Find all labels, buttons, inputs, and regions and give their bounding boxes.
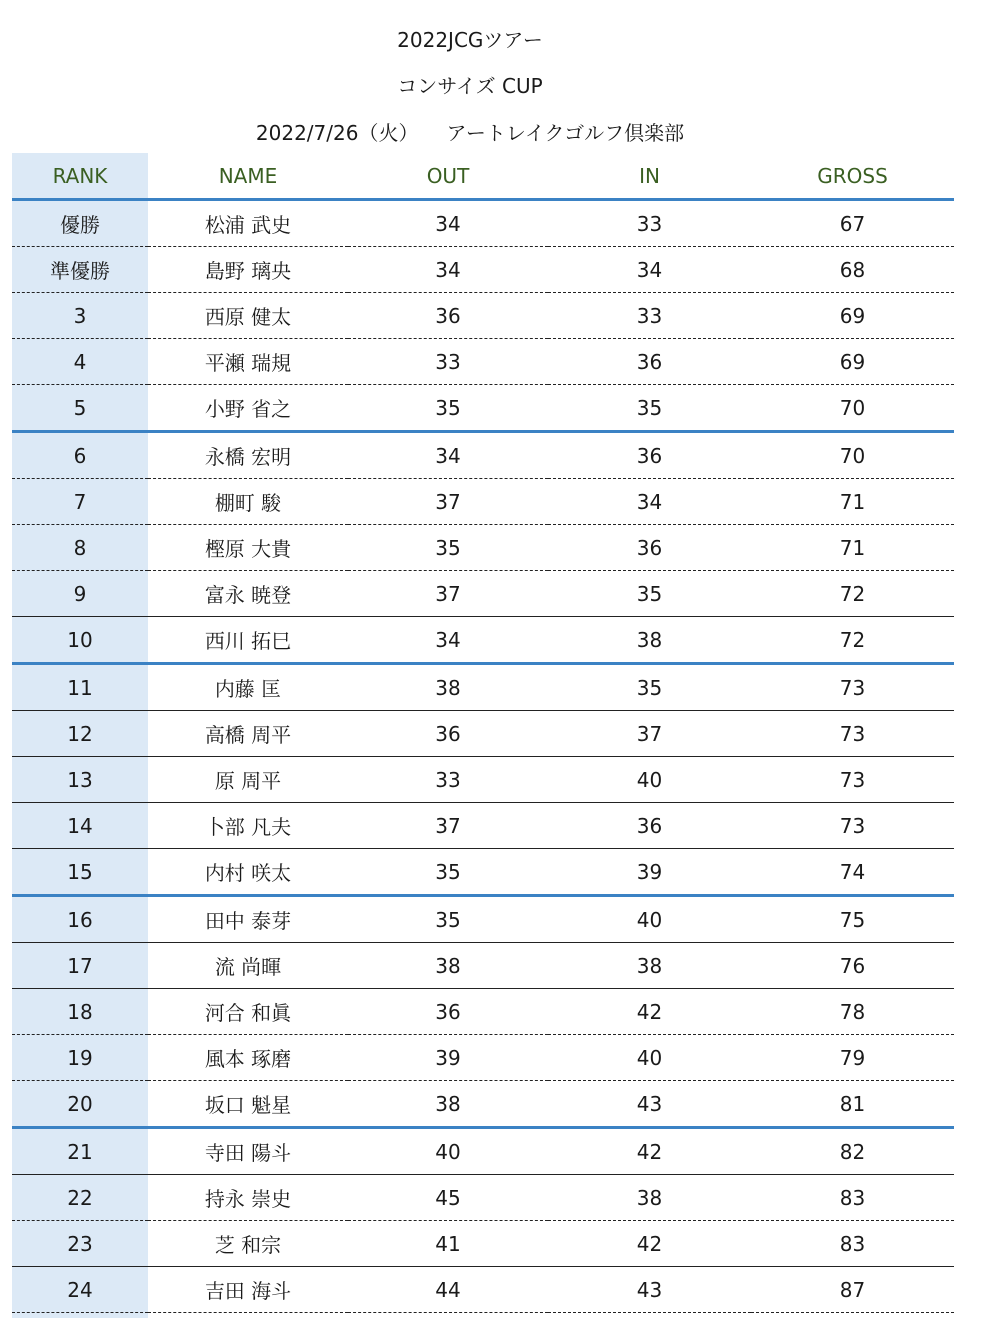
out-score-cell: 44 bbox=[348, 1267, 548, 1313]
in-score-cell: 38 bbox=[548, 617, 751, 664]
rank-cell: 15 bbox=[12, 849, 148, 896]
out-score-cell: 35 bbox=[348, 896, 548, 943]
player-name-cell: 平瀬 瑞規 bbox=[148, 339, 348, 385]
player-name-cell: 西川 拓巳 bbox=[148, 617, 348, 664]
gross-score-cell: 83 bbox=[751, 1175, 954, 1221]
player-name-cell: 風本 琢磨 bbox=[148, 1035, 348, 1081]
table-row bbox=[12, 943, 954, 989]
player-name-cell: 島野 璃央 bbox=[148, 247, 348, 293]
gross-score-cell: 81 bbox=[751, 1081, 954, 1128]
player-name-cell: 高橋 周平 bbox=[148, 711, 348, 757]
event-date: 2022/7/26（火） bbox=[255, 121, 419, 145]
table-row bbox=[12, 1035, 954, 1081]
gross-score-cell: 70 bbox=[751, 385, 954, 432]
table-row bbox=[12, 989, 954, 1035]
rank-cell: 9 bbox=[12, 571, 148, 617]
rank-cell: 優勝 bbox=[12, 200, 148, 247]
table-row bbox=[12, 247, 954, 293]
player-name-cell: 原 周平 bbox=[148, 757, 348, 803]
header-rank: RANK bbox=[12, 153, 148, 200]
table-header-row bbox=[12, 153, 954, 200]
in-score-cell: 35 bbox=[548, 664, 751, 711]
gross-score-cell: 70 bbox=[751, 432, 954, 479]
rank-cell: 8 bbox=[12, 525, 148, 571]
table-row bbox=[12, 293, 954, 339]
rank-cell: 23 bbox=[12, 1221, 148, 1267]
table-row bbox=[12, 1081, 954, 1128]
in-score-cell: 36 bbox=[548, 432, 751, 479]
in-score-cell: 33 bbox=[548, 293, 751, 339]
out-score-cell: 33 bbox=[348, 339, 548, 385]
gross-score-cell: 69 bbox=[751, 339, 954, 385]
table-row bbox=[12, 664, 954, 711]
player-name-cell: 河合 和眞 bbox=[148, 989, 348, 1035]
gross-score-cell: 82 bbox=[751, 1128, 954, 1175]
rank-cell: 21 bbox=[12, 1128, 148, 1175]
in-score-cell: 34 bbox=[548, 479, 751, 525]
table-row bbox=[12, 896, 954, 943]
table-row bbox=[12, 525, 954, 571]
in-score-cell: 35 bbox=[548, 571, 751, 617]
in-score-cell: 42 bbox=[548, 989, 751, 1035]
table-row bbox=[12, 1128, 954, 1175]
in-score-cell: 37 bbox=[548, 711, 751, 757]
player-name-cell: 芝 和宗 bbox=[148, 1221, 348, 1267]
gross-score-cell: 67 bbox=[751, 200, 954, 247]
rank-cell: 13 bbox=[12, 757, 148, 803]
gross-score-cell: 75 bbox=[751, 896, 954, 943]
player-name-cell: 樫原 大貴 bbox=[148, 525, 348, 571]
results-table bbox=[12, 153, 954, 1313]
player-name-cell: 西原 健太 bbox=[148, 293, 348, 339]
gross-score-cell: 71 bbox=[751, 525, 954, 571]
in-score-cell: 36 bbox=[548, 525, 751, 571]
gross-score-cell: 74 bbox=[751, 849, 954, 896]
gross-score-cell: 73 bbox=[751, 803, 954, 849]
rank-cell: 17 bbox=[12, 943, 148, 989]
in-score-cell: 40 bbox=[548, 1035, 751, 1081]
rank-cell: 7 bbox=[12, 479, 148, 525]
tour-title: 2022JCGツアー bbox=[397, 28, 543, 52]
gross-score-cell: 68 bbox=[751, 247, 954, 293]
player-name-cell: 坂口 魁星 bbox=[148, 1081, 348, 1128]
header-in: IN bbox=[548, 153, 751, 200]
table-row bbox=[12, 571, 954, 617]
table-row bbox=[12, 479, 954, 525]
player-name-cell: 吉田 海斗 bbox=[148, 1267, 348, 1313]
header-name: NAME bbox=[148, 153, 348, 200]
table-row bbox=[12, 1221, 954, 1267]
header-out: OUT bbox=[348, 153, 548, 200]
out-score-cell: 34 bbox=[348, 432, 548, 479]
gross-score-cell: 72 bbox=[751, 617, 954, 664]
out-score-cell: 45 bbox=[348, 1175, 548, 1221]
rank-cell: 6 bbox=[12, 432, 148, 479]
player-name-cell: 寺田 陽斗 bbox=[148, 1128, 348, 1175]
rank-cell: 18 bbox=[12, 989, 148, 1035]
rank-cell: 14 bbox=[12, 803, 148, 849]
rank-cell: 10 bbox=[12, 617, 148, 664]
gross-score-cell: 72 bbox=[751, 571, 954, 617]
table-row bbox=[12, 757, 954, 803]
gross-score-cell: 71 bbox=[751, 479, 954, 525]
date-venue-line bbox=[0, 117, 940, 146]
gross-score-cell: 73 bbox=[751, 757, 954, 803]
gross-score-cell: 76 bbox=[751, 943, 954, 989]
player-name-cell: 内藤 匡 bbox=[148, 664, 348, 711]
in-score-cell: 43 bbox=[548, 1081, 751, 1128]
player-name-cell: 流 尚暉 bbox=[148, 943, 348, 989]
table-row bbox=[12, 617, 954, 664]
in-score-cell: 36 bbox=[548, 803, 751, 849]
out-score-cell: 38 bbox=[348, 664, 548, 711]
rank-cell: 準優勝 bbox=[12, 247, 148, 293]
in-score-cell: 38 bbox=[548, 1175, 751, 1221]
player-name-cell: 田中 泰芽 bbox=[148, 896, 348, 943]
rank-cell: 5 bbox=[12, 385, 148, 432]
out-score-cell: 33 bbox=[348, 757, 548, 803]
out-score-cell: 34 bbox=[348, 617, 548, 664]
header-gross: GROSS bbox=[751, 153, 954, 200]
table-row bbox=[12, 385, 954, 432]
player-name-cell: 松浦 武史 bbox=[148, 200, 348, 247]
gross-score-cell: 73 bbox=[751, 711, 954, 757]
table-row bbox=[12, 1267, 954, 1313]
rank-cell: 16 bbox=[12, 896, 148, 943]
in-score-cell: 40 bbox=[548, 757, 751, 803]
rank-cell: 4 bbox=[12, 339, 148, 385]
out-score-cell: 34 bbox=[348, 247, 548, 293]
rank-cell: 3 bbox=[12, 293, 148, 339]
out-score-cell: 39 bbox=[348, 1035, 548, 1081]
out-score-cell: 36 bbox=[348, 989, 548, 1035]
table-row bbox=[12, 803, 954, 849]
venue-name: アートレイクゴルフ倶楽部 bbox=[446, 121, 685, 145]
in-score-cell: 35 bbox=[548, 385, 751, 432]
rank-cell: 22 bbox=[12, 1175, 148, 1221]
tournament-name: コンサイズ CUP bbox=[397, 74, 543, 98]
player-name-cell: 卜部 凡夫 bbox=[148, 803, 348, 849]
table-row bbox=[12, 849, 954, 896]
out-score-cell: 35 bbox=[348, 849, 548, 896]
out-score-cell: 36 bbox=[348, 711, 548, 757]
player-name-cell: 棚町 駿 bbox=[148, 479, 348, 525]
table-row bbox=[12, 711, 954, 757]
out-score-cell: 35 bbox=[348, 385, 548, 432]
out-score-cell: 37 bbox=[348, 571, 548, 617]
in-score-cell: 38 bbox=[548, 943, 751, 989]
in-score-cell: 34 bbox=[548, 247, 751, 293]
gross-score-cell: 87 bbox=[751, 1267, 954, 1313]
gross-score-cell: 73 bbox=[751, 664, 954, 711]
player-name-cell: 持永 崇史 bbox=[148, 1175, 348, 1221]
player-name-cell: 小野 省之 bbox=[148, 385, 348, 432]
gross-score-cell: 78 bbox=[751, 989, 954, 1035]
out-score-cell: 40 bbox=[348, 1128, 548, 1175]
rank-cell: 24 bbox=[12, 1267, 148, 1313]
out-score-cell: 38 bbox=[348, 943, 548, 989]
in-score-cell: 43 bbox=[548, 1267, 751, 1313]
table-row bbox=[12, 432, 954, 479]
table-row bbox=[12, 200, 954, 247]
out-score-cell: 34 bbox=[348, 200, 548, 247]
table-row bbox=[12, 1175, 954, 1221]
rank-cell: 11 bbox=[12, 664, 148, 711]
in-score-cell: 39 bbox=[548, 849, 751, 896]
player-name-cell: 内村 咲太 bbox=[148, 849, 348, 896]
out-score-cell: 38 bbox=[348, 1081, 548, 1128]
in-score-cell: 33 bbox=[548, 200, 751, 247]
gross-score-cell: 83 bbox=[751, 1221, 954, 1267]
gross-score-cell: 69 bbox=[751, 293, 954, 339]
rank-cell: 12 bbox=[12, 711, 148, 757]
out-score-cell: 37 bbox=[348, 803, 548, 849]
in-score-cell: 42 bbox=[548, 1221, 751, 1267]
player-name-cell: 永橋 宏明 bbox=[148, 432, 348, 479]
in-score-cell: 42 bbox=[548, 1128, 751, 1175]
player-name-cell: 富永 暁登 bbox=[148, 571, 348, 617]
out-score-cell: 35 bbox=[348, 525, 548, 571]
in-score-cell: 40 bbox=[548, 896, 751, 943]
in-score-cell: 36 bbox=[548, 339, 751, 385]
out-score-cell: 41 bbox=[348, 1221, 548, 1267]
out-score-cell: 37 bbox=[348, 479, 548, 525]
rank-cell: 19 bbox=[12, 1035, 148, 1081]
gross-score-cell: 79 bbox=[751, 1035, 954, 1081]
rank-cell: 20 bbox=[12, 1081, 148, 1128]
table-row bbox=[12, 339, 954, 385]
out-score-cell: 36 bbox=[348, 293, 548, 339]
